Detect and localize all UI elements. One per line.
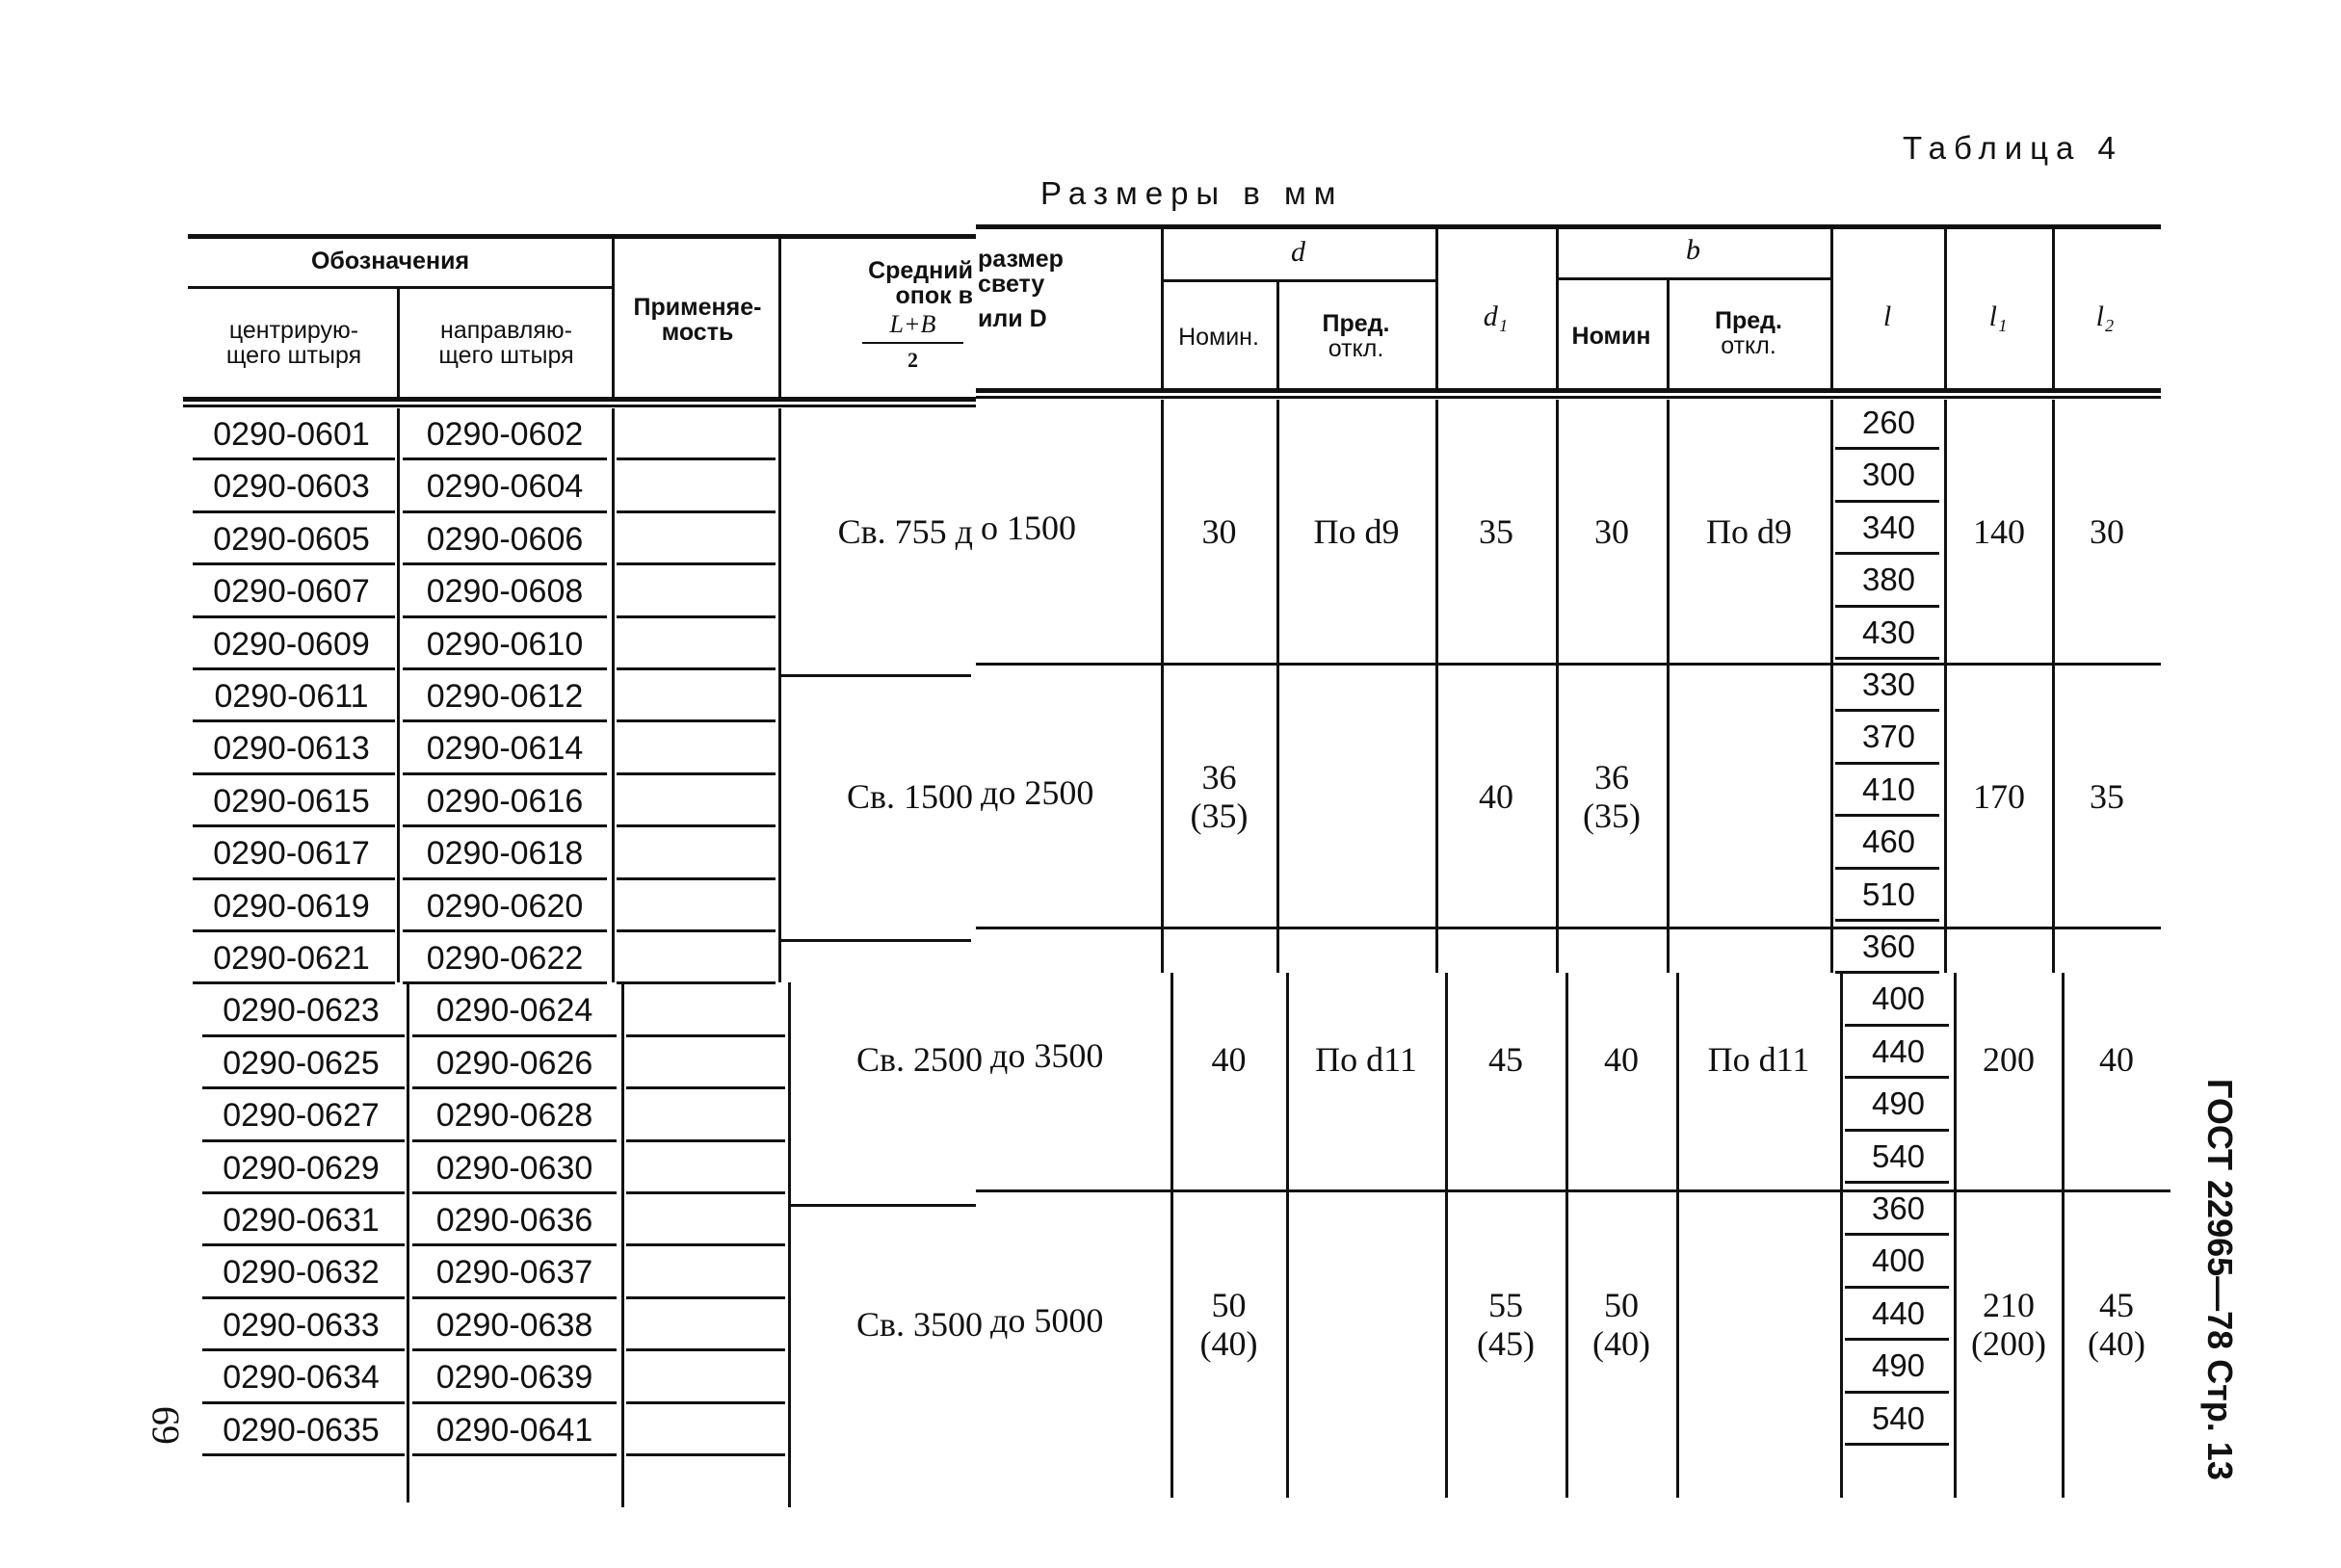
guide-pin-code: 0290-0636 [435,1202,593,1239]
d-tolerance: По d9 [1313,512,1400,551]
guide-pin-code: 0290-0610 [426,625,584,663]
b-nomin-header: Номин [1571,323,1651,350]
l-value: 330 [1861,666,1916,702]
l-value: 490 [1871,1347,1926,1384]
l-value: 410 [1861,771,1916,807]
guide-pin-code: 0290-0618 [426,835,584,873]
centering-pin-code: 0290-0632 [223,1254,380,1292]
range-from: Св. 1500 [846,777,973,816]
range-from: Св. 755 д [837,512,973,551]
centering-pin-code: 0290-0627 [223,1097,380,1135]
avg-size-header-right: размер свету или D [978,246,1064,332]
b-nominal: 30 [1594,512,1629,551]
l-value: 370 [1861,719,1916,755]
d1-value: 55 (45) [1477,1286,1535,1363]
applicability-header: Применяе- мость [633,294,762,346]
l-value: 360 [1861,928,1916,964]
d-nominal: 30 [1201,512,1237,551]
b-tolerance: По d11 [1707,1040,1810,1079]
l-value: 540 [1871,1399,1926,1436]
guide-pin-code: 0290-0622 [426,940,584,977]
centering-pin-code: 0290-0609 [213,625,370,663]
b-nominal: 40 [1604,1040,1639,1079]
guide-pin-code: 0290-0628 [435,1097,593,1135]
l2-value: 35 [2090,777,2124,816]
centering-pin-code: 0290-0623 [223,992,380,1030]
l-value: 440 [1871,1032,1926,1069]
guide-pin-code: 0290-0639 [435,1359,593,1397]
l1-value: 140 [1973,512,2025,551]
centering-pin-code: 0290-0625 [223,1044,380,1082]
guide-pin-code: 0290-0602 [426,416,584,453]
l-value: 510 [1861,875,1916,912]
centering-pin-code: 0290-0603 [213,468,370,506]
l2-header: l₂ [2095,301,2115,332]
b-header: b [1686,234,1700,266]
d-tol-header: Пред. откл. [1322,310,1390,362]
d1-header: d₁ [1483,301,1509,332]
l1-value: 170 [1973,777,2025,816]
range-to: до 2500 [981,773,1094,812]
centering-pin-code: 0290-0615 [213,782,370,820]
centering-pin-code: 0290-0607 [213,573,370,611]
guide-pin-header: направляю- щего штыря [438,317,574,369]
range-from: Св. 3500 [855,1305,983,1344]
l-header: l [1882,301,1892,332]
guide-pin-code: 0290-0620 [426,887,584,925]
l2-value: 45 (40) [2088,1286,2145,1363]
avg-size-header: Средний опок в [868,257,973,309]
d-tolerance: По d11 [1315,1040,1417,1079]
centering-pin-code: 0290-0621 [213,940,370,977]
centering-pin-code: 0290-0611 [214,678,369,715]
centering-pin-code: 0290-0634 [223,1359,380,1397]
l-value: 440 [1871,1294,1926,1331]
centering-pin-code: 0290-0613 [213,730,370,768]
range-to: о 1500 [981,509,1076,547]
l-value: 400 [1871,1242,1926,1279]
l1-value: 200 [1983,1040,2035,1079]
centering-pin-header: центрирую- щего штыря [225,317,362,369]
range-from: Св. 2500 [855,1040,983,1079]
d1-value: 45 [1488,1040,1523,1079]
range-to: до 5000 [990,1301,1104,1340]
l-value: 360 [1871,1190,1926,1226]
centering-pin-code: 0290-0619 [213,887,370,925]
guide-pin-code: 0290-0608 [426,573,584,611]
l-value: 460 [1861,823,1916,860]
centering-pin-code: 0290-0605 [213,520,370,558]
d1-value: 35 [1479,512,1513,551]
guide-pin-code: 0290-0624 [435,992,593,1030]
guide-pin-code: 0290-0626 [435,1044,593,1082]
guide-pin-code: 0290-0638 [435,1306,593,1344]
centering-pin-code: 0290-0633 [223,1306,380,1344]
l1-value: 210 (200) [1971,1286,2046,1363]
centering-pin-code: 0290-0629 [223,1149,380,1187]
l1-header: l₁ [1988,301,2008,332]
side-label: ГОСТ 22965—78 Стр. 13 [2200,1079,2240,1480]
d1-value: 40 [1479,777,1513,816]
l-value: 300 [1861,457,1916,493]
centering-pin-code: 0290-0631 [223,1202,380,1239]
l-value: 430 [1861,614,1916,650]
units-caption: Размеры в мм [1040,175,1344,211]
l2-value: 30 [2090,512,2124,551]
l2-value: 40 [2099,1040,2134,1079]
centering-pin-code: 0290-0617 [213,835,370,873]
l-value: 490 [1871,1085,1926,1122]
guide-pin-code: 0290-0604 [426,468,584,506]
b-nominal: 50 (40) [1592,1286,1650,1363]
page-number: 69 [144,1406,187,1445]
l-value: 380 [1861,562,1916,598]
range-to: до 3500 [990,1036,1104,1075]
d-nominal: 50 (40) [1199,1286,1258,1363]
b-tol-header: Пред. откл. [1715,307,1782,359]
l-value: 540 [1871,1137,1926,1174]
d-nominal: 36 (35) [1190,758,1249,835]
d-nominal: 40 [1211,1040,1247,1079]
b-tolerance: По d9 [1706,512,1792,551]
guide-pin-code: 0290-0616 [426,782,584,820]
guide-pin-code: 0290-0637 [435,1254,593,1292]
d-nomin-header: Номин. [1178,324,1259,351]
guide-pin-code: 0290-0612 [426,678,584,715]
table-label: Таблица 4 [1903,130,2123,166]
l-value: 340 [1861,509,1916,545]
l-value: 260 [1861,405,1916,440]
centering-pin-code: 0290-0635 [223,1411,380,1449]
guide-pin-code: 0290-0641 [435,1411,593,1449]
centering-pin-code: 0290-0601 [213,416,370,453]
designations-header: Обозначения [310,248,470,274]
formula: L+B 2 [862,310,963,373]
d-header: d [1291,236,1305,268]
guide-pin-code: 0290-0614 [426,730,584,768]
guide-pin-code: 0290-0606 [426,520,584,558]
l-value: 400 [1871,980,1926,1017]
b-nominal: 36 (35) [1583,758,1641,835]
guide-pin-code: 0290-0630 [435,1149,593,1187]
